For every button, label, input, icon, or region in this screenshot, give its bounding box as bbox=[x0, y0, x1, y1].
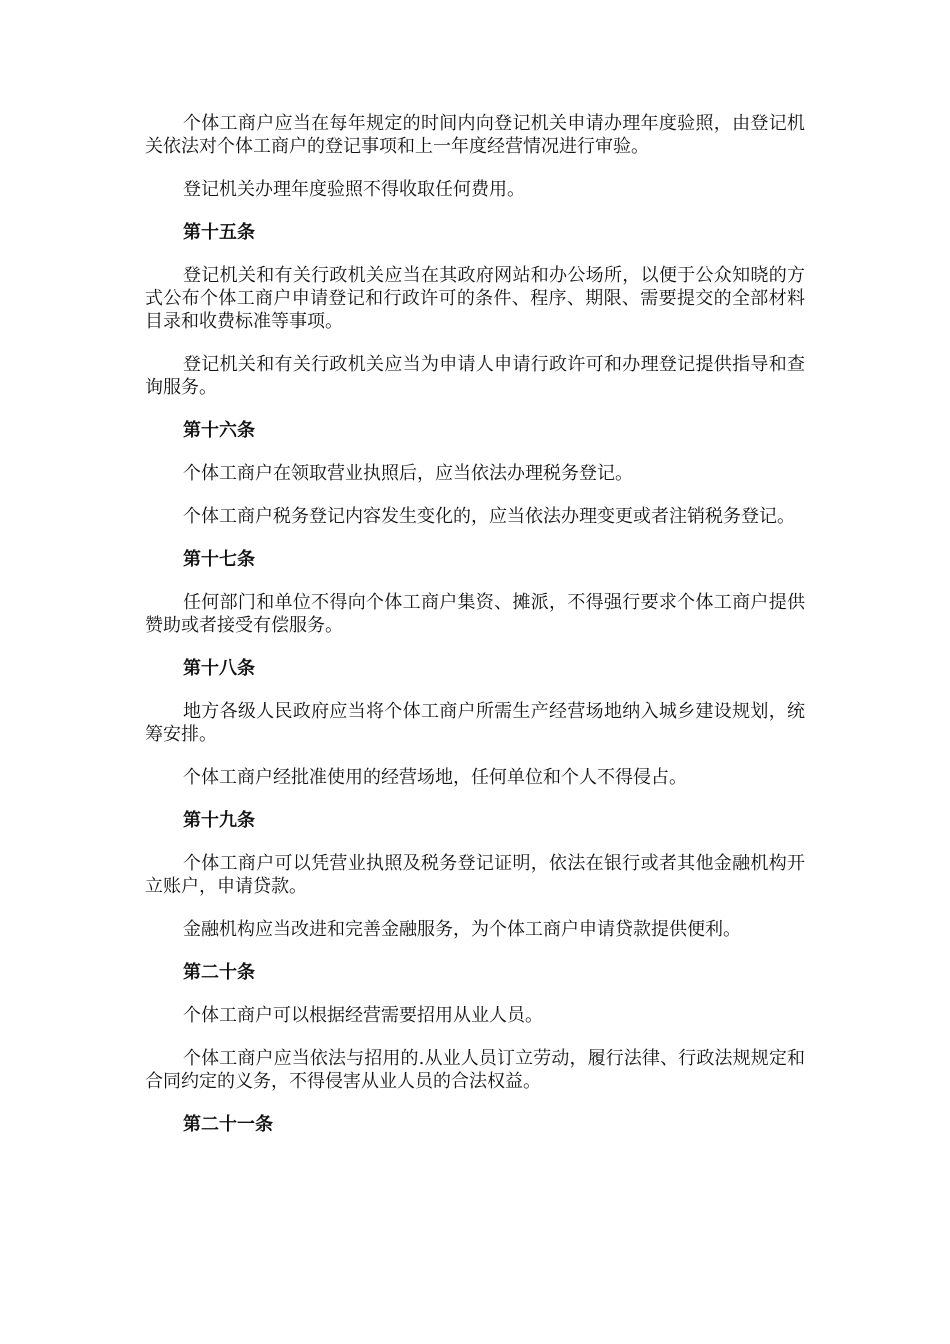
paragraph: 个体工商户在领取营业执照后，应当依法办理税务登记。 bbox=[183, 463, 633, 484]
article-heading: 第十九条 bbox=[183, 810, 255, 831]
article-heading: 第十八条 bbox=[183, 658, 255, 679]
paragraph: 登记机关办理年度验照不得收取任何费用。 bbox=[183, 179, 525, 200]
paragraph: 任何部门和单位不得向个体工商户集资、摊派，不得强行要求个体工商户提供赞助或者接受有偿服务。 bbox=[145, 592, 805, 636]
paragraph: 个体工商户可以凭营业执照及税务登记证明，依法在银行或者其他金融机构开立账户，申请贷款。 bbox=[145, 853, 805, 897]
paragraph: 金融机构应当改进和完善金融服务，为个体工商户申请贷款提供便利。 bbox=[183, 919, 741, 940]
paragraph: 个体工商户应当在每年规定的时间内向登记机关申请办理年度验照，由登记机关依法对个体工商户的登记事项和上一年度经营情况进行审验。 bbox=[145, 113, 805, 157]
document-body bbox=[145, 112, 805, 1156]
article-heading: 第十五条 bbox=[183, 222, 255, 243]
paragraph: 登记机关和有关行政机关应当为申请人申请行政许可和办理登记提供指导和查询服务。 bbox=[145, 354, 805, 398]
article-heading: 第二十条 bbox=[183, 962, 255, 983]
paragraph: 登记机关和有关行政机关应当在其政府网站和办公场所，以便于公众知晓的方式公布个体工商户申请登记和行政许可的条件、程序、期限、需要提交的全部材料目录和收费标准等事项。 bbox=[145, 265, 805, 332]
paragraph: 个体工商户应当依法与招用的.从业人员订立劳动，履行法律、行政法规规定和合同约定的义务，不得侵害从业人员的合法权益。 bbox=[145, 1048, 805, 1092]
paragraph: 个体工商户可以根据经营需要招用从业人员。 bbox=[183, 1005, 543, 1026]
article-heading: 第十六条 bbox=[183, 420, 255, 441]
paragraph: 地方各级人民政府应当将个体工商户所需生产经营场地纳入城乡建设规划，统筹安排。 bbox=[145, 701, 805, 745]
article-heading: 第十七条 bbox=[183, 549, 255, 570]
article-heading: 第二十一条 bbox=[183, 1114, 273, 1135]
paragraph: 个体工商户税务登记内容发生变化的，应当依法办理变更或者注销税务登记。 bbox=[183, 506, 795, 527]
paragraph: 个体工商户经批准使用的经营场地，任何单位和个人不得侵占。 bbox=[183, 767, 687, 788]
